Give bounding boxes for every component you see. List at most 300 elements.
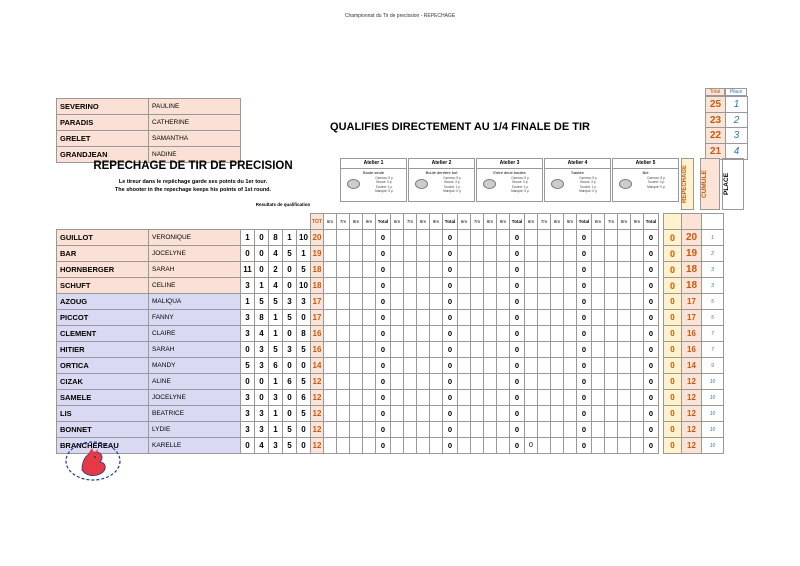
distance-score[interactable]: [430, 310, 443, 326]
distance-score[interactable]: [417, 230, 430, 246]
distance-score[interactable]: [538, 374, 551, 390]
distance-score[interactable]: [551, 342, 564, 358]
distance-score[interactable]: [484, 390, 497, 406]
distance-score[interactable]: [324, 342, 337, 358]
distance-score[interactable]: [337, 342, 350, 358]
distance-score[interactable]: [551, 326, 564, 342]
distance-score[interactable]: [484, 374, 497, 390]
distance-score[interactable]: [592, 262, 605, 278]
distance-score[interactable]: [497, 310, 510, 326]
distance-score[interactable]: [458, 358, 471, 374]
distance-score[interactable]: [458, 230, 471, 246]
distance-score[interactable]: [538, 358, 551, 374]
distance-score[interactable]: [324, 358, 337, 374]
distance-score[interactable]: [391, 294, 404, 310]
qualification-score: 3: [241, 310, 255, 326]
distance-score[interactable]: [484, 422, 497, 438]
atelier-total: 0: [510, 374, 525, 390]
distance-score[interactable]: [631, 294, 644, 310]
distance-score[interactable]: [324, 374, 337, 390]
distance-score[interactable]: [417, 310, 430, 326]
distance-score[interactable]: [458, 422, 471, 438]
distance-score[interactable]: [564, 374, 577, 390]
distance-score[interactable]: [458, 262, 471, 278]
distance-score[interactable]: [417, 326, 430, 342]
distance-score[interactable]: [404, 422, 417, 438]
distance-score[interactable]: [564, 358, 577, 374]
distance-score[interactable]: [324, 278, 337, 294]
distance-score[interactable]: [618, 310, 631, 326]
distance-score[interactable]: [525, 230, 538, 246]
distance-score[interactable]: [497, 406, 510, 422]
distance-score[interactable]: [337, 294, 350, 310]
distance-score[interactable]: [471, 230, 484, 246]
distance-score[interactable]: [337, 390, 350, 406]
distance-score[interactable]: [363, 294, 376, 310]
distance-score[interactable]: [525, 342, 538, 358]
distance-score[interactable]: [592, 310, 605, 326]
distance-score[interactable]: [350, 438, 363, 454]
distance-score[interactable]: [337, 358, 350, 374]
distance-score[interactable]: [363, 230, 376, 246]
distance-score[interactable]: [538, 438, 551, 454]
distance-score[interactable]: [525, 326, 538, 342]
distance-score[interactable]: [391, 262, 404, 278]
distance-score[interactable]: [497, 262, 510, 278]
atelier-total: 0: [577, 294, 592, 310]
distance-score[interactable]: [391, 326, 404, 342]
distance-score[interactable]: [324, 422, 337, 438]
distance-score[interactable]: [525, 294, 538, 310]
distance-score[interactable]: [538, 262, 551, 278]
distance-score[interactable]: [564, 326, 577, 342]
distance-score[interactable]: [497, 358, 510, 374]
distance-score[interactable]: [538, 278, 551, 294]
distance-score[interactable]: [324, 326, 337, 342]
distance-score[interactable]: [471, 294, 484, 310]
distance-score[interactable]: [471, 422, 484, 438]
distance-score[interactable]: [471, 262, 484, 278]
distance-score[interactable]: [631, 326, 644, 342]
distance-score[interactable]: [484, 358, 497, 374]
qualified-first-name: CATHERINE: [149, 115, 241, 131]
distance-score[interactable]: [471, 406, 484, 422]
distance-score[interactable]: [430, 342, 443, 358]
distance-score[interactable]: [350, 390, 363, 406]
distance-score[interactable]: [538, 422, 551, 438]
distance-score[interactable]: [618, 230, 631, 246]
distance-score[interactable]: [551, 358, 564, 374]
distance-score[interactable]: [350, 374, 363, 390]
distance-score[interactable]: [631, 390, 644, 406]
distance-score[interactable]: [538, 310, 551, 326]
distance-score[interactable]: [430, 326, 443, 342]
player-row: [57, 406, 724, 422]
distance-score[interactable]: [430, 230, 443, 246]
distance-score[interactable]: [484, 262, 497, 278]
distance-score[interactable]: [605, 358, 618, 374]
distance-score[interactable]: [391, 406, 404, 422]
distance-score[interactable]: [404, 390, 417, 406]
distance-score[interactable]: [618, 342, 631, 358]
distance-score[interactable]: [525, 390, 538, 406]
distance-score[interactable]: [350, 294, 363, 310]
distance-score[interactable]: [538, 326, 551, 342]
distance-score[interactable]: [324, 230, 337, 246]
distance-score[interactable]: [337, 374, 350, 390]
distance-score[interactable]: [350, 310, 363, 326]
distance-score[interactable]: [404, 326, 417, 342]
distance-score[interactable]: [458, 406, 471, 422]
distance-score[interactable]: [350, 246, 363, 262]
distance-score[interactable]: [363, 278, 376, 294]
distance-score[interactable]: [417, 374, 430, 390]
distance-score[interactable]: [324, 438, 337, 454]
distance-score[interactable]: [551, 246, 564, 262]
distance-score[interactable]: [592, 342, 605, 358]
distance-score[interactable]: [350, 230, 363, 246]
distance-score[interactable]: [391, 310, 404, 326]
distance-score[interactable]: [497, 230, 510, 246]
distance-score[interactable]: [471, 342, 484, 358]
distance-score[interactable]: [631, 406, 644, 422]
distance-score[interactable]: [471, 246, 484, 262]
distance-score[interactable]: [551, 406, 564, 422]
distance-score[interactable]: [391, 278, 404, 294]
distance-score[interactable]: [430, 246, 443, 262]
distance-score[interactable]: [538, 342, 551, 358]
distance-score[interactable]: [458, 342, 471, 358]
distance-score[interactable]: [631, 438, 644, 454]
distance-score[interactable]: [497, 326, 510, 342]
distance-score[interactable]: [404, 262, 417, 278]
distance-score[interactable]: [631, 310, 644, 326]
distance-score[interactable]: [391, 374, 404, 390]
distance-score[interactable]: [484, 406, 497, 422]
distance-score[interactable]: [551, 422, 564, 438]
distance-score[interactable]: [350, 358, 363, 374]
distance-score[interactable]: [350, 342, 363, 358]
distance-score[interactable]: [497, 374, 510, 390]
distance-score[interactable]: [564, 438, 577, 454]
distance-score[interactable]: [525, 246, 538, 262]
distance-score[interactable]: [564, 262, 577, 278]
distance-score[interactable]: [538, 294, 551, 310]
distance-score[interactable]: [404, 294, 417, 310]
distance-score[interactable]: [618, 390, 631, 406]
distance-score[interactable]: [337, 246, 350, 262]
distance-score[interactable]: [404, 246, 417, 262]
distance-score[interactable]: [497, 422, 510, 438]
distance-score[interactable]: [525, 422, 538, 438]
distance-score[interactable]: [592, 406, 605, 422]
distance-score[interactable]: [605, 422, 618, 438]
distance-score[interactable]: [605, 406, 618, 422]
distance-score[interactable]: [631, 278, 644, 294]
distance-score[interactable]: [363, 246, 376, 262]
distance-score[interactable]: [350, 326, 363, 342]
distance-score[interactable]: [564, 278, 577, 294]
distance-score[interactable]: [324, 310, 337, 326]
distance-score[interactable]: [471, 278, 484, 294]
distance-score[interactable]: [592, 278, 605, 294]
distance-score[interactable]: [484, 294, 497, 310]
distance-score[interactable]: [592, 230, 605, 246]
distance-score[interactable]: [363, 438, 376, 454]
distance-score[interactable]: [618, 294, 631, 310]
distance-score[interactable]: [337, 310, 350, 326]
distance-score[interactable]: [618, 358, 631, 374]
distance-score[interactable]: [324, 262, 337, 278]
distance-score[interactable]: [564, 422, 577, 438]
distance-score[interactable]: [337, 406, 350, 422]
distance-score[interactable]: [592, 438, 605, 454]
distance-score[interactable]: [605, 230, 618, 246]
distance-score[interactable]: [337, 262, 350, 278]
distance-score[interactable]: [497, 342, 510, 358]
distance-score[interactable]: [564, 342, 577, 358]
distance-score[interactable]: [430, 294, 443, 310]
distance-score[interactable]: [458, 310, 471, 326]
distance-score[interactable]: [564, 230, 577, 246]
distance-score[interactable]: [497, 246, 510, 262]
distance-score[interactable]: [363, 422, 376, 438]
distance-score[interactable]: [551, 294, 564, 310]
cumulative-total: 12: [682, 438, 702, 454]
distance-score[interactable]: [605, 374, 618, 390]
distance-score[interactable]: [592, 358, 605, 374]
distance-score[interactable]: [404, 230, 417, 246]
distance-score[interactable]: [404, 310, 417, 326]
distance-score[interactable]: [391, 422, 404, 438]
distance-score[interactable]: [363, 262, 376, 278]
distance-score[interactable]: [391, 246, 404, 262]
distance-score[interactable]: [404, 438, 417, 454]
distance-score[interactable]: [363, 310, 376, 326]
distance-score[interactable]: [363, 406, 376, 422]
qualification-score: 5: [297, 406, 311, 422]
distance-score[interactable]: [525, 406, 538, 422]
distance-score[interactable]: [564, 294, 577, 310]
distance-score[interactable]: [458, 374, 471, 390]
distance-score[interactable]: [551, 438, 564, 454]
distance-score[interactable]: [391, 390, 404, 406]
distance-score[interactable]: [564, 310, 577, 326]
distance-score[interactable]: [497, 390, 510, 406]
boule-icon: [483, 179, 496, 189]
distance-score[interactable]: [631, 342, 644, 358]
distance-score[interactable]: [605, 310, 618, 326]
distance-score[interactable]: [417, 278, 430, 294]
distance-score[interactable]: [538, 406, 551, 422]
distance-header: 7m: [337, 214, 350, 230]
distance-score[interactable]: [564, 390, 577, 406]
distance-score[interactable]: [363, 342, 376, 358]
distance-score[interactable]: [350, 422, 363, 438]
distance-score[interactable]: [592, 390, 605, 406]
distance-score[interactable]: [391, 342, 404, 358]
distance-score[interactable]: [564, 406, 577, 422]
distance-score[interactable]: [618, 326, 631, 342]
repechage-total: 0: [664, 230, 682, 246]
distance-score[interactable]: [458, 438, 471, 454]
distance-score[interactable]: [404, 342, 417, 358]
distance-score[interactable]: [417, 422, 430, 438]
distance-score[interactable]: [484, 310, 497, 326]
distance-score[interactable]: [363, 374, 376, 390]
distance-score[interactable]: [430, 374, 443, 390]
distance-score[interactable]: [592, 326, 605, 342]
distance-score[interactable]: [605, 390, 618, 406]
distance-score[interactable]: [471, 438, 484, 454]
qualification-score: 0: [283, 406, 297, 422]
distance-score[interactable]: [618, 262, 631, 278]
distance-score[interactable]: [417, 262, 430, 278]
distance-score[interactable]: [337, 326, 350, 342]
distance-score[interactable]: [471, 310, 484, 326]
distance-score[interactable]: [551, 230, 564, 246]
distance-score[interactable]: [631, 422, 644, 438]
distance-score[interactable]: [592, 246, 605, 262]
distance-score[interactable]: [458, 326, 471, 342]
player-place: 3: [702, 262, 724, 278]
distance-score[interactable]: [417, 246, 430, 262]
distance-score[interactable]: [391, 230, 404, 246]
qualification-score: 3: [269, 390, 283, 406]
distance-score[interactable]: [430, 438, 443, 454]
distance-score[interactable]: [337, 230, 350, 246]
distance-score[interactable]: [538, 230, 551, 246]
distance-score[interactable]: [350, 262, 363, 278]
distance-score[interactable]: [484, 438, 497, 454]
distance-score[interactable]: [605, 246, 618, 262]
distance-score[interactable]: [618, 406, 631, 422]
distance-score[interactable]: [631, 246, 644, 262]
distance-score[interactable]: [631, 262, 644, 278]
distance-score[interactable]: [337, 438, 350, 454]
distance-score[interactable]: [538, 390, 551, 406]
distance-score[interactable]: [324, 246, 337, 262]
distance-score[interactable]: [350, 406, 363, 422]
distance-score[interactable]: [551, 310, 564, 326]
distance-score[interactable]: [417, 406, 430, 422]
distance-score[interactable]: [605, 262, 618, 278]
distance-score[interactable]: [430, 422, 443, 438]
distance-score[interactable]: [391, 358, 404, 374]
distance-score[interactable]: [404, 358, 417, 374]
distance-score[interactable]: [337, 278, 350, 294]
atelier-total: 0: [376, 406, 391, 422]
distance-score[interactable]: [551, 374, 564, 390]
distance-score[interactable]: [471, 326, 484, 342]
distance-score[interactable]: [324, 406, 337, 422]
distance-score[interactable]: [525, 262, 538, 278]
distance-score[interactable]: [497, 294, 510, 310]
distance-score[interactable]: [618, 422, 631, 438]
distance-score[interactable]: [525, 358, 538, 374]
distance-score[interactable]: [592, 374, 605, 390]
distance-score[interactable]: [430, 358, 443, 374]
distance-score[interactable]: [605, 326, 618, 342]
distance-score[interactable]: [350, 278, 363, 294]
distance-score[interactable]: [484, 230, 497, 246]
distance-score[interactable]: [324, 294, 337, 310]
distance-score[interactable]: [430, 278, 443, 294]
atelier-points: Bouce: 3 p: [580, 180, 596, 185]
distance-score[interactable]: [337, 422, 350, 438]
distance-score[interactable]: [605, 438, 618, 454]
distance-score[interactable]: [471, 374, 484, 390]
distance-score[interactable]: [551, 390, 564, 406]
distance-score[interactable]: [471, 358, 484, 374]
distance-score[interactable]: [417, 358, 430, 374]
distance-score[interactable]: [363, 358, 376, 374]
distance-score[interactable]: [525, 374, 538, 390]
distance-score[interactable]: [458, 294, 471, 310]
distance-score[interactable]: [430, 406, 443, 422]
distance-score[interactable]: [631, 374, 644, 390]
distance-score[interactable]: [417, 390, 430, 406]
distance-score[interactable]: [618, 374, 631, 390]
distance-score[interactable]: [497, 278, 510, 294]
distance-score[interactable]: [417, 342, 430, 358]
distance-score[interactable]: [417, 438, 430, 454]
distance-score[interactable]: [605, 294, 618, 310]
distance-score[interactable]: [551, 278, 564, 294]
distance-score[interactable]: [592, 294, 605, 310]
distance-score[interactable]: [404, 374, 417, 390]
distance-score[interactable]: [564, 246, 577, 262]
distance-score[interactable]: [484, 246, 497, 262]
distance-score[interactable]: [618, 438, 631, 454]
distance-score[interactable]: [484, 342, 497, 358]
distance-score[interactable]: [430, 390, 443, 406]
distance-score[interactable]: [324, 390, 337, 406]
distance-score[interactable]: [631, 358, 644, 374]
distance-score[interactable]: [484, 278, 497, 294]
distance-score[interactable]: [471, 390, 484, 406]
distance-score[interactable]: [458, 278, 471, 294]
atelier-total: 0: [443, 246, 458, 262]
distance-score[interactable]: [458, 246, 471, 262]
distance-score[interactable]: [458, 390, 471, 406]
distance-score[interactable]: [525, 278, 538, 294]
distance-score[interactable]: [551, 262, 564, 278]
distance-score[interactable]: [592, 422, 605, 438]
distance-score[interactable]: [538, 246, 551, 262]
distance-score[interactable]: [497, 438, 510, 454]
distance-score[interactable]: [363, 390, 376, 406]
distance-score[interactable]: [391, 438, 404, 454]
distance-score[interactable]: [605, 278, 618, 294]
qualified-total-row: [706, 97, 748, 113]
distance-score[interactable]: [417, 294, 430, 310]
distance-score[interactable]: [631, 230, 644, 246]
distance-score[interactable]: [618, 278, 631, 294]
distance-score[interactable]: [525, 310, 538, 326]
distance-score[interactable]: 0: [525, 438, 538, 454]
qualification-results-label: Resultats de qualification: [255, 202, 311, 207]
distance-score[interactable]: [404, 278, 417, 294]
distance-score[interactable]: [484, 326, 497, 342]
atelier-total: 0: [644, 278, 659, 294]
distance-score[interactable]: [605, 342, 618, 358]
distance-score[interactable]: [618, 246, 631, 262]
distance-score[interactable]: [404, 406, 417, 422]
qualified-first-name: SAMANTHA: [149, 131, 241, 147]
distance-score[interactable]: [363, 326, 376, 342]
distance-score[interactable]: [430, 262, 443, 278]
